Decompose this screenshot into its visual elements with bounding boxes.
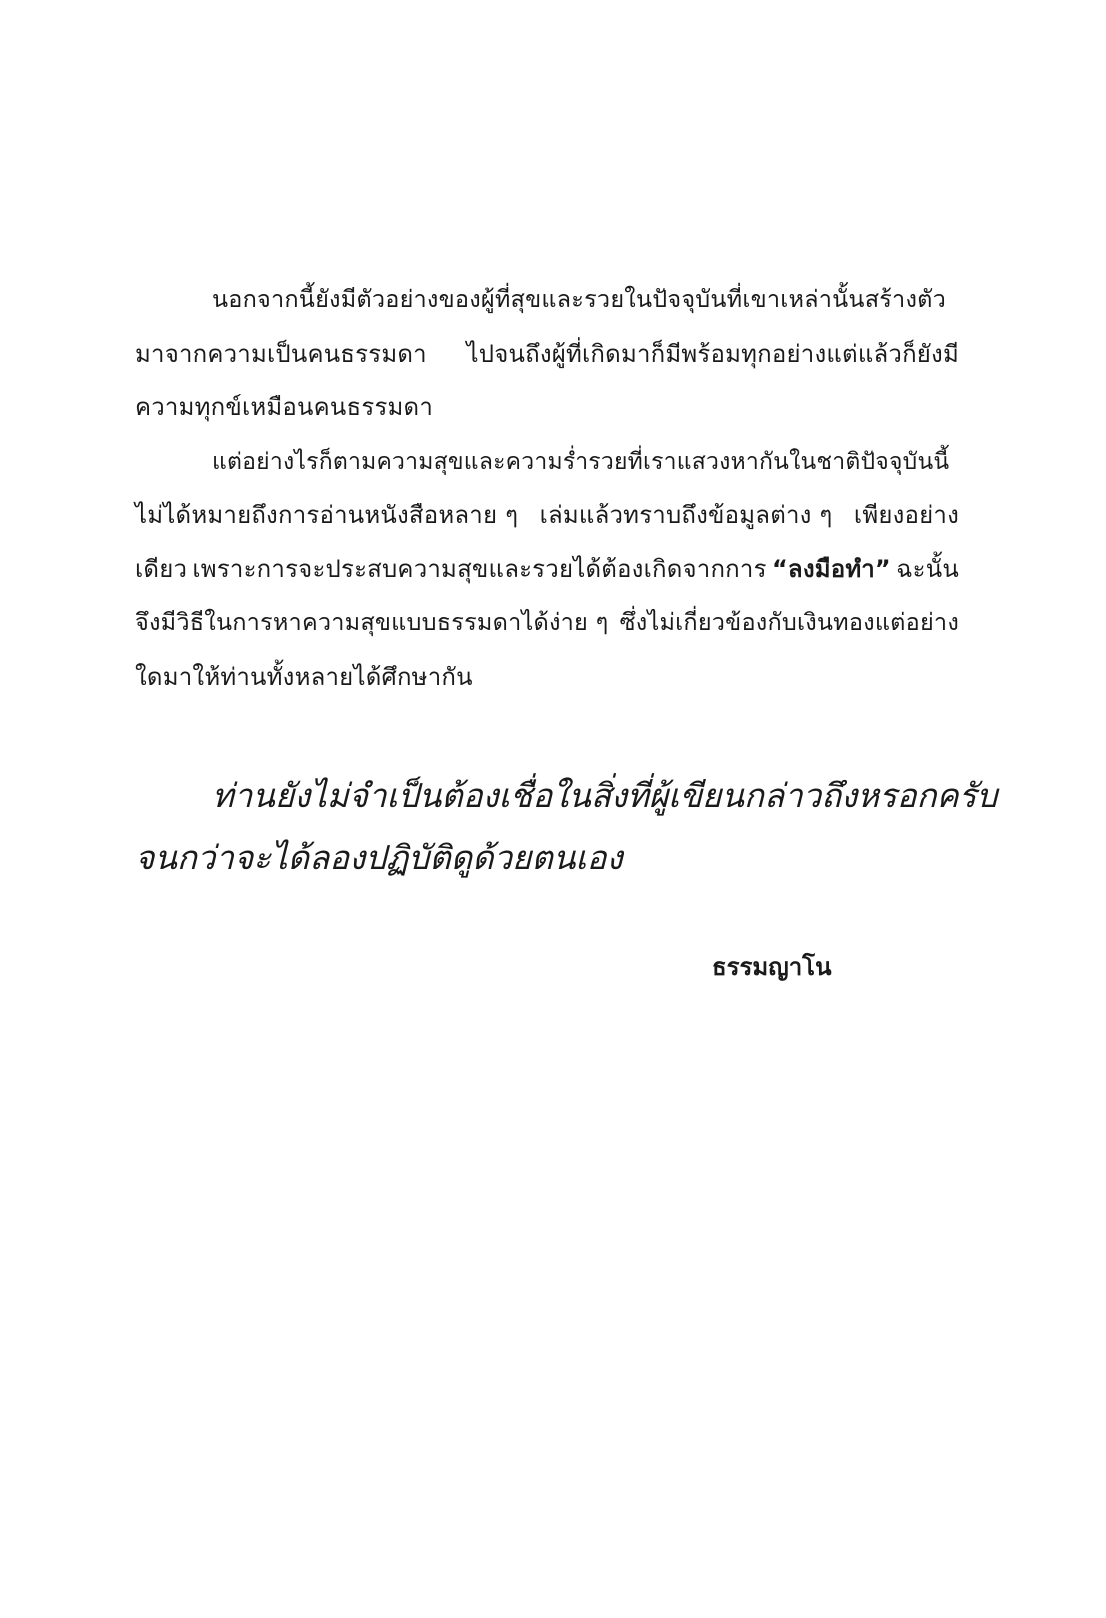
paragraph1-line2 bbox=[135, 337, 959, 371]
paragraph1-line2-part2: ไปจนถึงผู้ที่เกิดมาก็มีพร้อมทุกอย่างแต่แล้วก็ยังมี bbox=[466, 340, 959, 368]
paragraph2-line1: แต่อย่างไรก็ตามความสุขและความร่ำรวยที่เราแสวงหากันในชาติปัจจุบันนี้ bbox=[212, 449, 950, 475]
paragraph2-line3-part2: เพราะการจะประสบความสุขและรวยได้ต้องเกิดจากการ bbox=[192, 555, 767, 583]
paragraph1-line1: นอกจากนี้ยังมีตัวอย่างของผู้ที่สุขและรวยในปัจจุบันที่เขาเหล่านั้นสร้างตัว bbox=[212, 285, 946, 313]
paragraph1-line3: ความทุกข์เหมือนคนธรรมดา bbox=[135, 393, 434, 421]
emphasis-text: “ลงมือทำ” bbox=[771, 555, 891, 583]
paragraph2-line4-part2: ซึ่งไม่เกี่ยวข้องกับเงินทองแต่อย่าง bbox=[619, 608, 959, 636]
paragraph2-line4 bbox=[135, 605, 959, 639]
paragraph2-line5: ใดมาให้ท่านทั้งหลายได้ศึกษากัน bbox=[135, 663, 473, 691]
paragraph2-line3-part1: เดียว bbox=[135, 555, 188, 583]
paragraph2-line3-part3: ฉะนั้น bbox=[896, 555, 959, 583]
paragraph1-line2-part1: มาจากความเป็นคนธรรมดา bbox=[135, 340, 427, 368]
paragraph2-line3 bbox=[135, 552, 959, 586]
quote-line1: ท่านยังไม่จำเป็นต้องเชื่อในสิ่งที่ผู้เขียนกล่าวถึงหรอกครับ bbox=[212, 776, 998, 815]
paragraph2-line2-part2: เล่มแล้วทราบถึงข้อมูลต่าง ๆ bbox=[539, 501, 833, 529]
paragraph2-line2-part3: เพียงอย่าง bbox=[853, 501, 959, 529]
quote-line2: จนกว่าจะได้ลองปฏิบัติดูด้วยตนเอง bbox=[135, 838, 623, 877]
paragraph2-line2 bbox=[135, 498, 959, 532]
paragraph2-line4-part1: จึงมีวิธีในการหาความสุขแบบธรรมดาได้ง่าย ๆ bbox=[135, 608, 609, 636]
paragraph2-line2-part1: ไม่ได้หมายถึงการอ่านหนังสือหลาย ๆ bbox=[135, 501, 519, 529]
author-signature: ธรรมญาโน bbox=[712, 953, 832, 981]
